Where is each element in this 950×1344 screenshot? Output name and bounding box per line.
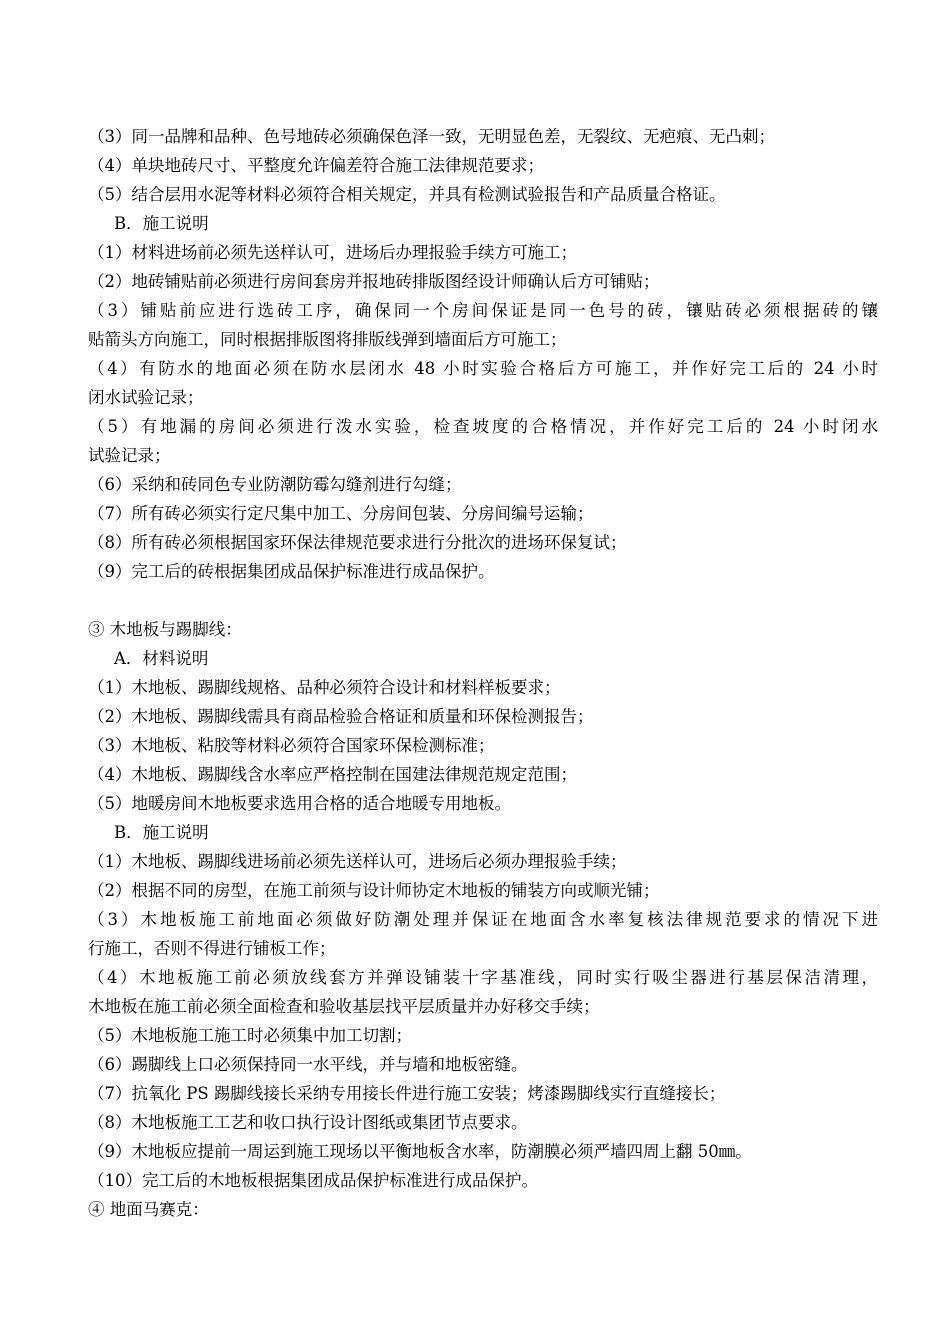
wood-construction-item-10: （10）完工后的木地板根据集团成品保护标准进行成品保护。 [88, 1171, 538, 1190]
wood-section-title: ③ 木地板与踢脚线： [88, 620, 242, 639]
wood-construction-heading: B．施工说明 [114, 823, 209, 842]
wood-construction-item-2: （2）根据不同的房型，在施工前须与设计师协定木地板的铺装方向或顺光铺； [88, 881, 660, 900]
tile-construction-item-7: （7）所有砖必须实行定尺集中加工、分房间包装、分房间编号运输； [88, 504, 594, 523]
tile-construction-item-3: （3）铺贴前应进行选砖工序，确保同一个房间保证是同一色号的砖，镶贴砖必须根据砖的镶 [88, 301, 878, 320]
wood-material-heading: A．材料说明 [114, 649, 209, 668]
tile-construction-item-5: （5）有地漏的房间必须进行泼水实验，检查坡度的合格情况，并作好完工后的 24 小时闭水 [88, 417, 878, 436]
tile-construction-heading: B．施工说明 [114, 214, 209, 233]
wood-construction-item-9: （9）木地板应提前一周运到施工现场以平衡地板含水率，防潮膜必须严墙四周上翻 50㎜。 [88, 1142, 752, 1161]
wood-construction-item-6: （6）踢脚线上口必须保持同一水平线，并与墙和地板密缝。 [88, 1055, 528, 1074]
wood-construction-item-7: （7）抗氧化 PS 踢脚线接长采纳专用接长件进行施工安装；烤漆踢脚线实行直缝接长； [88, 1084, 726, 1103]
tile-construction-item-1: （1）材料进场前必须先送样认可，进场后办理报验手续方可施工； [88, 243, 577, 262]
wood-construction-item-3-cont: 行施工，否则不得进行铺板工作； [88, 939, 336, 958]
tile-material-item-5: （5）结合层用水泥等材料必须符合相关规定，并具有检测试验报告和产品质量合格证。 [88, 185, 726, 204]
wood-material-item-5: （5）地暖房间木地板要求选用合格的适合地暖专用地板。 [88, 794, 511, 813]
tile-construction-item-2: （2）地砖铺贴前必须进行房间套房并报地砖排版图经设计师确认后方可铺贴； [88, 272, 660, 291]
wood-construction-item-5: （5）木地板施工施工时必须集中加工切割； [88, 1026, 412, 1045]
mosaic-section-title: ④ 地面马赛克： [88, 1200, 209, 1219]
tile-construction-item-6: （6）采纳和砖同色专业防潮防霉勾缝剂进行勾缝； [88, 475, 462, 494]
wood-material-item-2: （2）木地板、踢脚线需具有商品检验合格证和质量和环保检测报告； [88, 707, 594, 726]
wood-material-item-3: （3）木地板、粘胶等材料必须符合国家环保检测标准； [88, 736, 495, 755]
wood-construction-item-4: （4）木地板施工前必须放线套方并弹设铺装十字基准线，同时实行吸尘器进行基层保洁清理， [88, 968, 878, 987]
wood-construction-item-8: （8）木地板施工工艺和收口执行设计图纸或集团节点要求。 [88, 1113, 528, 1132]
wood-material-item-4: （4）木地板、踢脚线含水率应严格控制在国建法律规范规定范围； [88, 765, 577, 784]
wood-construction-item-1: （1）木地板、踢脚线进场前必须先送样认可，进场后必须办理报验手续； [88, 852, 627, 871]
tile-material-item-3: （3）同一品牌和品种、色号地砖必须确保色泽一致，无明显色差，无裂纹、无疤痕、无凸刺； [88, 127, 775, 146]
tile-construction-item-8: （8）所有砖必须根据国家环保法律规范要求进行分批次的进场环保复试； [88, 533, 627, 552]
document-body [88, 122, 878, 1224]
section-spacer [88, 586, 878, 615]
tile-construction-item-3-cont: 贴箭头方向施工，同时根据排版图将排版线弹到墙面后方可施工； [88, 330, 567, 349]
wood-construction-item-4-cont: 木地板在施工前必须全面检查和验收基层找平层质量并办好移交手续； [88, 997, 600, 1016]
tile-construction-item-9: （9）完工后的砖根据集团成品保护标准进行成品保护。 [88, 562, 495, 581]
tile-construction-item-5-cont: 试验记录； [88, 446, 171, 465]
tile-construction-item-4: （4）有防水的地面必须在防水层闭水 48 小时实验合格后方可施工，并作好完工后的 24 小时 [88, 359, 878, 378]
tile-material-item-4: （4）单块地砖尺寸、平整度允许偏差符合施工法律规范要求； [88, 156, 544, 175]
tile-construction-item-4-cont: 闭水试验记录； [88, 388, 204, 407]
wood-material-item-1: （1）木地板、踢脚线规格、品种必须符合设计和材料样板要求； [88, 678, 561, 697]
wood-construction-item-3: （3）木地板施工前地面必须做好防潮处理并保证在地面含水率复核法律规范要求的情况下进 [88, 910, 878, 929]
